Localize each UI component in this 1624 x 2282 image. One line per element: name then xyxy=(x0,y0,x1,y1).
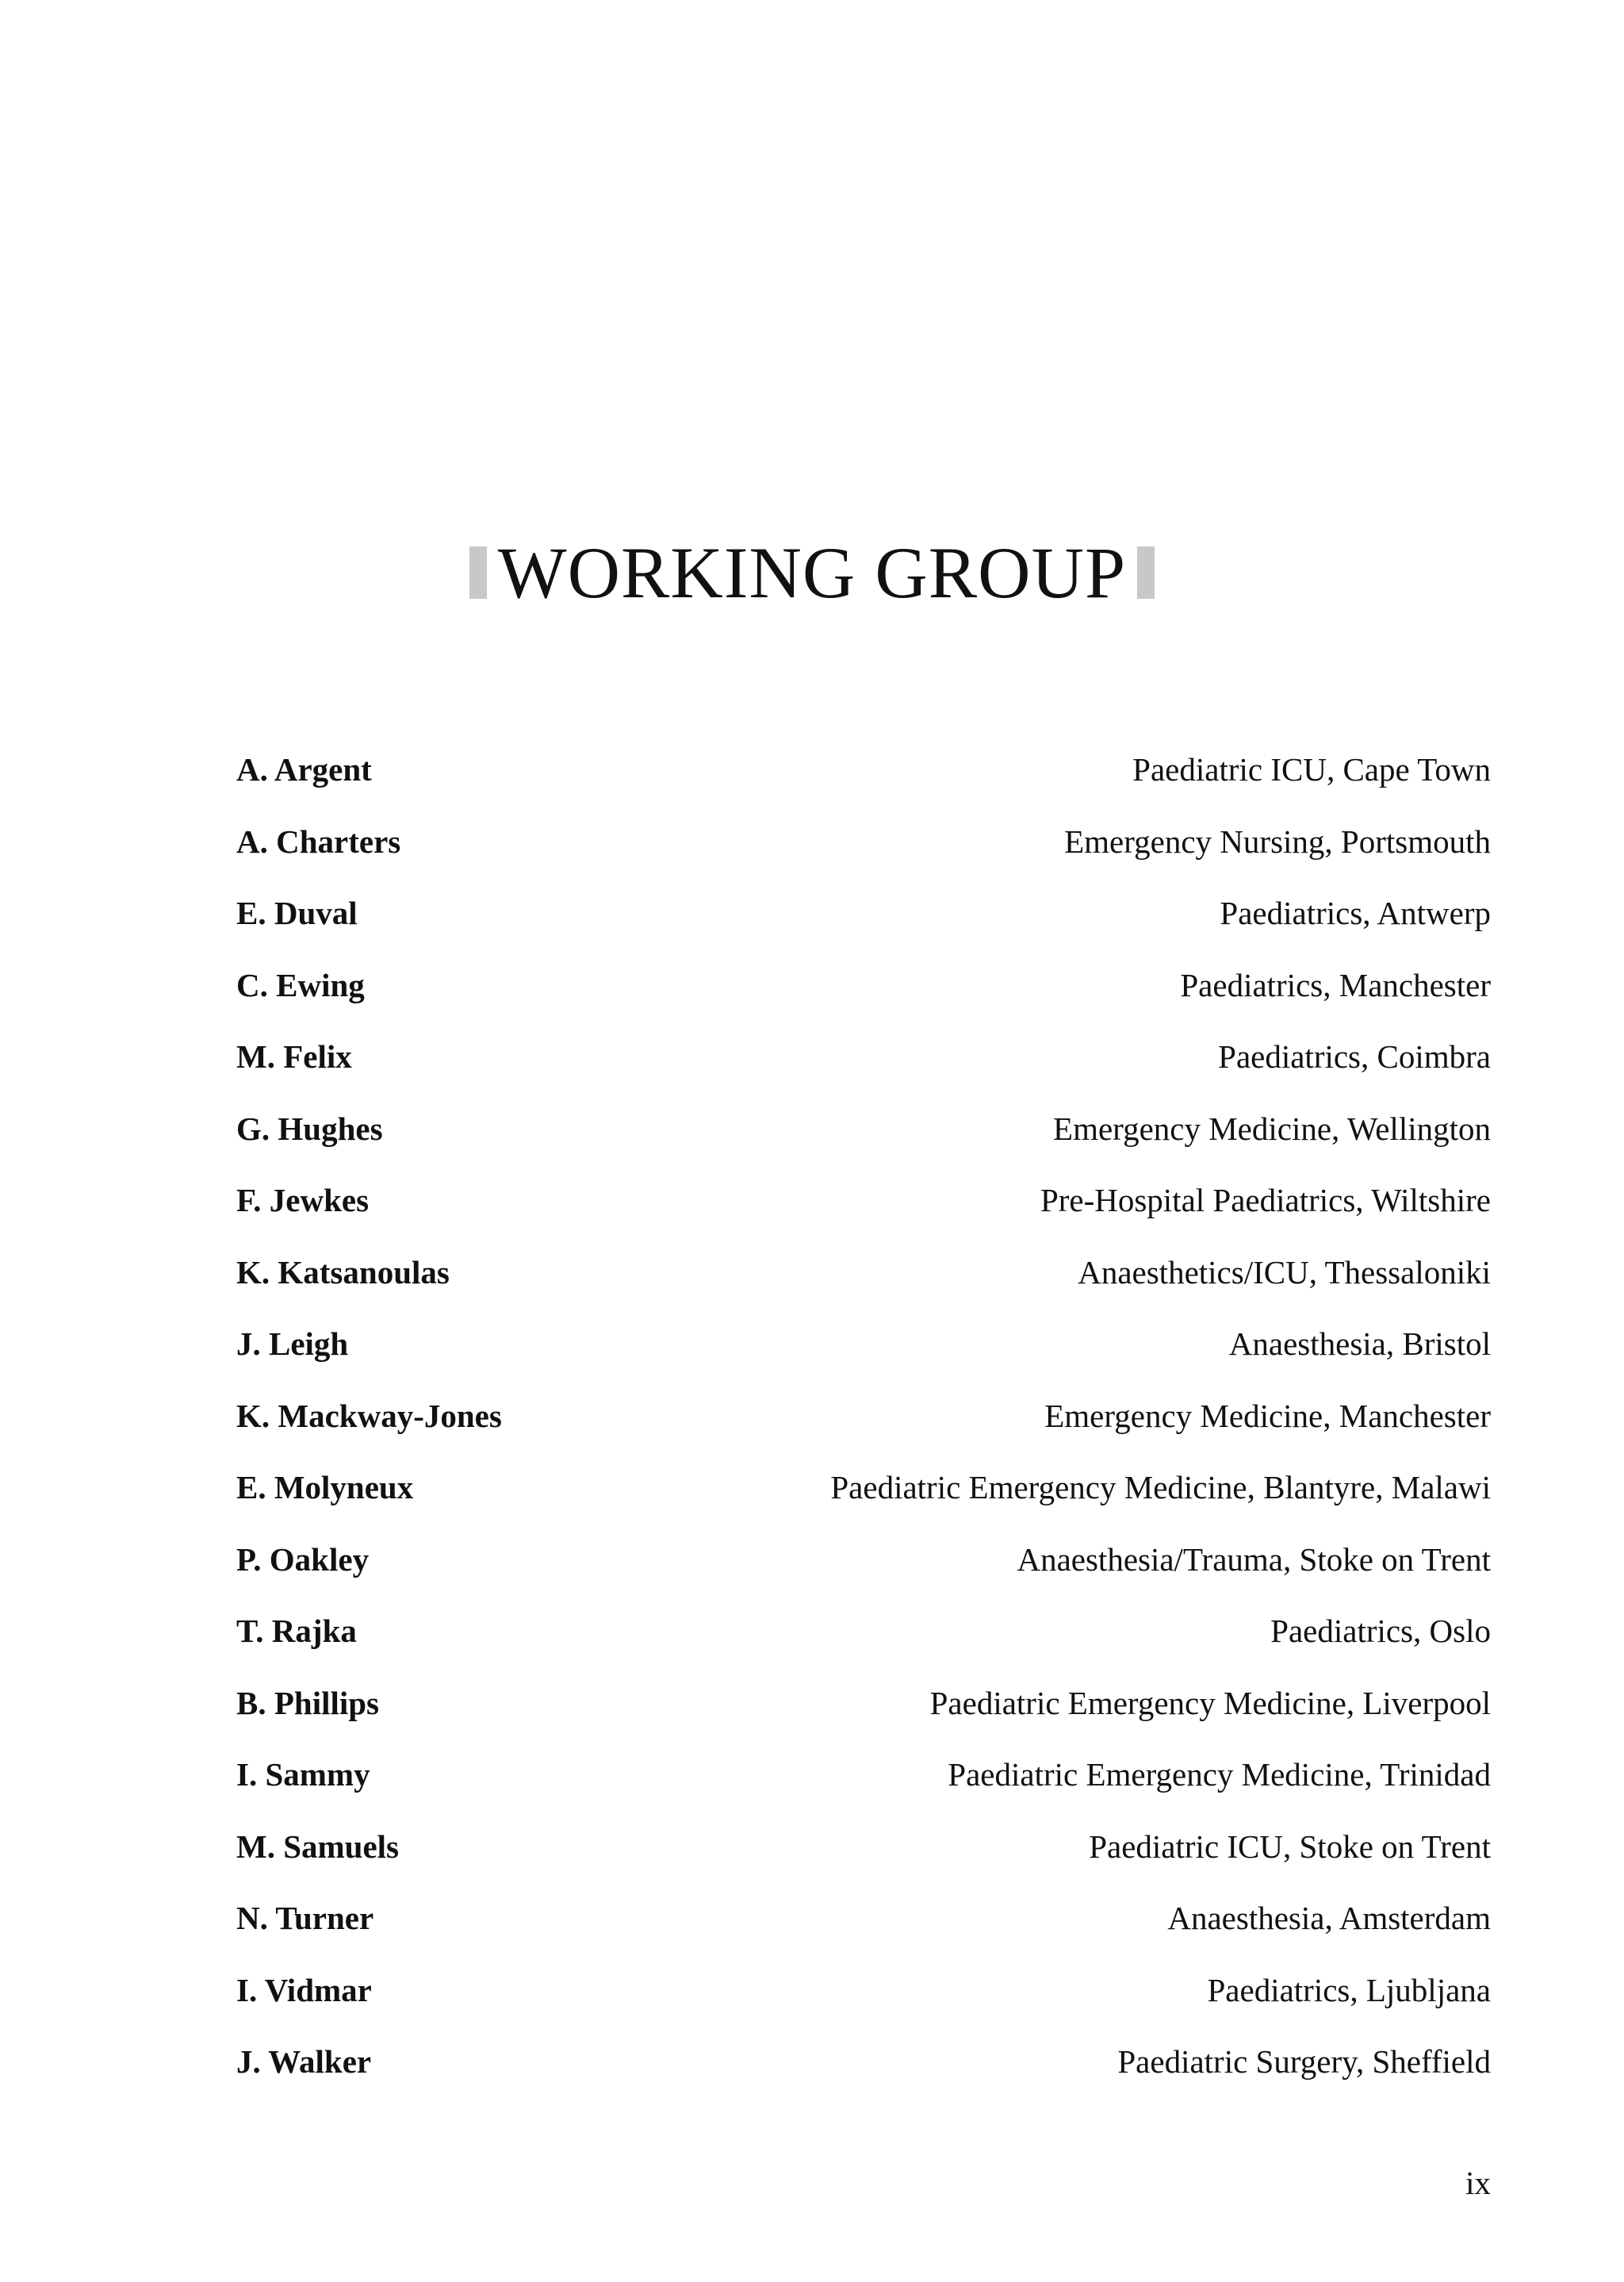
member-name: B. Phillips xyxy=(236,1684,380,1721)
member-affiliation: Emergency Medicine, Manchester xyxy=(1044,1397,1491,1434)
member-name: E. Duval xyxy=(236,895,358,931)
member-row xyxy=(236,1033,1491,1105)
member-affiliation: Paediatric Emergency Medicine, Trinidad xyxy=(948,1756,1491,1793)
member-name: K. Mackway-Jones xyxy=(236,1397,502,1434)
members-list xyxy=(236,746,1491,2110)
title-block xyxy=(0,533,1624,612)
member-row xyxy=(236,1105,1491,1177)
member-row xyxy=(236,1176,1491,1248)
member-name: F. Jewkes xyxy=(236,1182,370,1218)
member-name: E. Molyneux xyxy=(236,1469,414,1505)
member-name: K. Katsanoulas xyxy=(236,1253,450,1291)
member-name: J. Leigh xyxy=(236,1325,349,1362)
member-affiliation: Paediatric Emergency Medicine, Liverpool xyxy=(929,1684,1491,1721)
member-affiliation: Pre-Hospital Paediatrics, Wiltshire xyxy=(1040,1182,1491,1218)
member-row xyxy=(236,1751,1491,1823)
member-affiliation: Paediatric Surgery, Sheffield xyxy=(1117,2043,1491,2080)
title-left-bar xyxy=(469,547,487,599)
title-right-bar xyxy=(1137,547,1155,599)
page-number: ix xyxy=(1465,2165,1491,2201)
member-row xyxy=(236,1392,1491,1464)
member-affiliation: Anaesthesia, Amsterdam xyxy=(1167,1900,1491,1936)
member-name: A. Charters xyxy=(236,823,401,860)
member-row xyxy=(236,1894,1491,1966)
member-affiliation: Emergency Nursing, Portsmouth xyxy=(1064,823,1491,860)
member-affiliation: Paediatric ICU, Stoke on Trent xyxy=(1089,1828,1491,1865)
member-row xyxy=(236,746,1491,818)
member-row xyxy=(236,1463,1491,1536)
member-name: P. Oakley xyxy=(236,1540,370,1578)
member-row xyxy=(236,818,1491,890)
member-affiliation: Paediatric ICU, Cape Town xyxy=(1132,751,1491,788)
member-row xyxy=(236,889,1491,961)
member-name: M. Felix xyxy=(236,1038,352,1075)
member-affiliation: Paediatrics, Coimbra xyxy=(1218,1038,1491,1075)
member-name: T. Rajka xyxy=(236,1613,357,1649)
member-row xyxy=(236,1607,1491,1679)
member-affiliation: Anaesthesia/Trauma, Stoke on Trent xyxy=(1017,1540,1491,1578)
member-row xyxy=(236,961,1491,1034)
member-name: I. Vidmar xyxy=(236,1971,372,2008)
member-row xyxy=(236,1320,1491,1392)
member-name: I. Sammy xyxy=(236,1756,370,1793)
member-name: J. Walker xyxy=(236,2043,372,2080)
member-affiliation: Anaesthetics/ICU, Thessaloniki xyxy=(1078,1253,1491,1291)
member-name: M. Samuels xyxy=(236,1828,399,1865)
member-row xyxy=(236,2038,1491,2110)
member-affiliation: Paediatrics, Ljubljana xyxy=(1207,1971,1491,2008)
member-name: C. Ewing xyxy=(236,966,365,1003)
member-row xyxy=(236,1823,1491,1895)
member-name: G. Hughes xyxy=(236,1110,383,1147)
page-title: WORKING GROUP xyxy=(497,532,1127,613)
member-name: N. Turner xyxy=(236,1900,374,1936)
member-affiliation: Paediatrics, Antwerp xyxy=(1220,895,1491,931)
member-row xyxy=(236,1536,1491,1608)
member-row xyxy=(236,1679,1491,1751)
member-row xyxy=(236,1966,1491,2038)
member-affiliation: Emergency Medicine, Wellington xyxy=(1053,1110,1491,1147)
member-row xyxy=(236,1248,1491,1321)
member-affiliation: Paediatrics, Oslo xyxy=(1270,1613,1491,1649)
member-affiliation: Paediatrics, Manchester xyxy=(1180,966,1491,1003)
member-name: A. Argent xyxy=(236,751,372,788)
member-affiliation: Anaesthesia, Bristol xyxy=(1228,1325,1491,1362)
member-affiliation: Paediatric Emergency Medicine, Blantyre, Malawi xyxy=(830,1469,1491,1505)
